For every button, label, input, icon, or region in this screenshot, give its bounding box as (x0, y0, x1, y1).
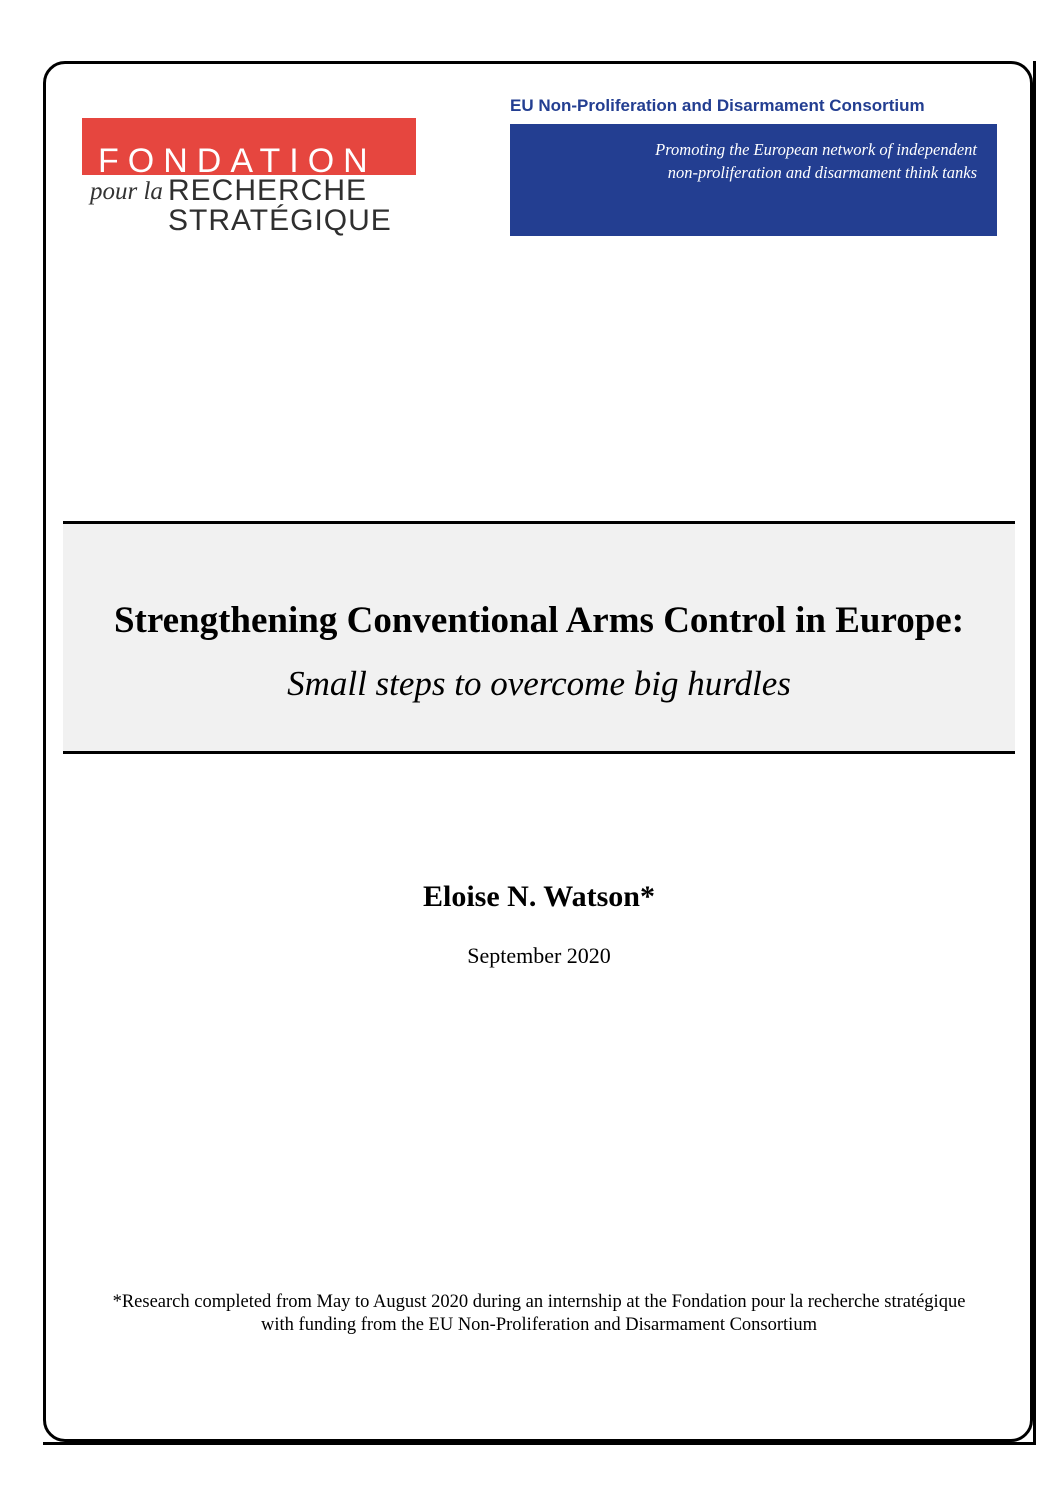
eu-tagline-line1: Promoting the European network of independent (655, 140, 977, 159)
footnote-line1: *Research completed from May to August 2020 during an internship at the Fondation pour la recherche stratégique (112, 1292, 966, 1312)
author-name: Eloise N. Watson* (423, 880, 655, 913)
publication-date: September 2020 (467, 943, 611, 968)
frs-logo-pour-la: pour la (90, 178, 163, 205)
eu-consortium-banner (510, 124, 997, 236)
eu-tagline-line2: non-proliferation and disarmament think tanks (667, 163, 977, 182)
frs-logo-recherche: RECHERCHE (168, 174, 368, 207)
footnote-line2: with funding from the EU Non-Proliferation and Disarmament Consortium (261, 1315, 817, 1335)
title-band (63, 521, 1015, 754)
footnote (50, 1291, 1028, 1337)
eu-consortium-name: EU Non-Proliferation and Disarmament Consortium (510, 96, 925, 115)
eu-consortium-tagline (537, 138, 977, 184)
frs-logo-fondation: FONDATION (98, 142, 377, 180)
document-subtitle: Small steps to overcome big hurdles (287, 664, 791, 703)
document-title: Strengthening Conventional Arms Control in Europe: (113, 600, 965, 641)
frs-logo-strategique: STRATÉGIQUE (168, 204, 392, 237)
frs-logo (82, 118, 416, 238)
